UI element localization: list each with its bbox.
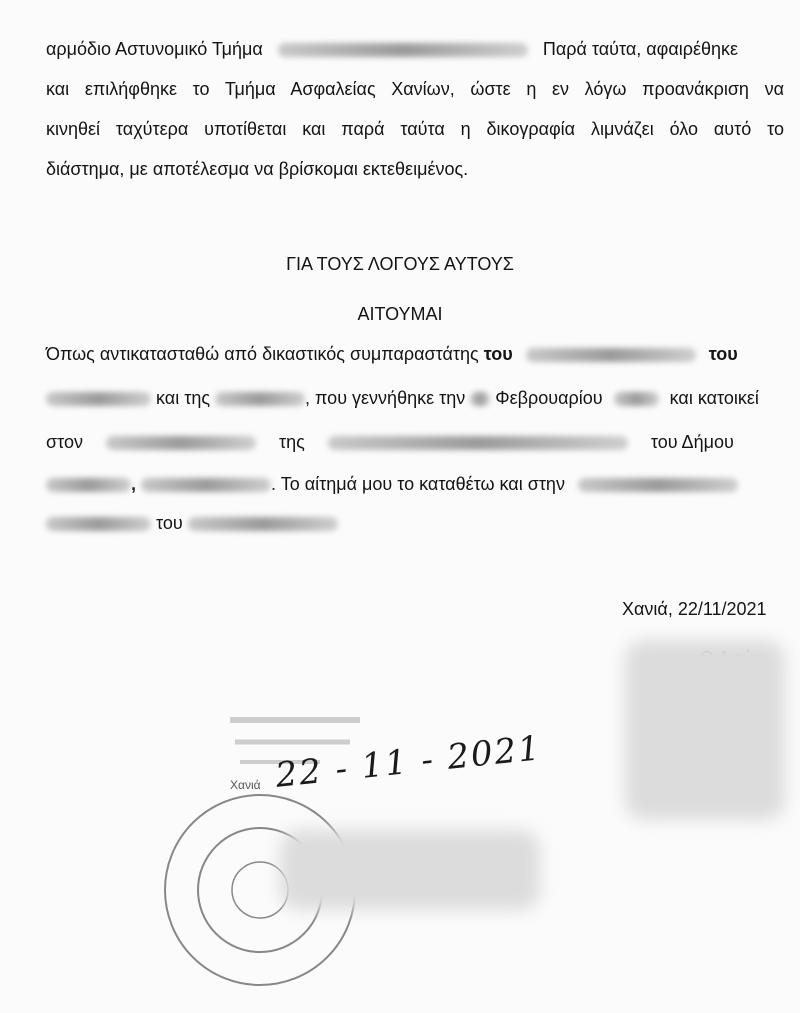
text: της	[279, 432, 305, 452]
stamp-city: Χανιά	[230, 778, 261, 792]
handwritten-date: 22 - 11 - 2021	[273, 728, 544, 796]
request-line	[46, 343, 796, 365]
redacted-text	[470, 392, 490, 406]
text: ,	[131, 474, 137, 494]
text: , που γεννήθηκε την	[305, 388, 466, 408]
redacted-signature	[625, 640, 785, 820]
text: του	[708, 344, 738, 364]
request-heading: ΑΙΤΟΥΜΑΙ	[357, 304, 443, 324]
section-heading: ΓΙΑ ΤΟΥΣ ΛΟΓΟΥΣ ΑΥΤΟΥΣ	[286, 254, 514, 274]
text: και κατοικεί	[669, 388, 759, 408]
request-line	[46, 387, 796, 409]
text: Παρά ταύτα, αφαιρέθηκε	[542, 39, 739, 59]
redacted-text	[106, 436, 256, 450]
place-date: Χανιά, 22/11/2021	[622, 599, 767, 619]
redacted-text	[614, 392, 659, 406]
request-line	[46, 431, 796, 453]
text: του	[156, 513, 183, 533]
redacted-text	[578, 478, 738, 492]
redacted-text	[46, 478, 131, 492]
text: . Το αίτημά μου το καταθέτω και στην	[271, 474, 565, 494]
text: του Δήμου	[650, 432, 734, 452]
paragraph-line	[46, 38, 796, 60]
text: του	[483, 344, 513, 364]
text: και της	[156, 388, 210, 408]
redacted-text	[188, 517, 338, 531]
redacted-text	[526, 348, 696, 362]
paragraph-line: και επιλήφθηκε το Τμήμα Ασφαλείας Χανίων, ώστε η εν λόγω προανάκριση να	[46, 79, 784, 99]
stamp-area	[150, 700, 570, 1008]
text: Φεβρουαρίου	[495, 388, 603, 408]
redacted-text	[328, 436, 628, 450]
redacted-text	[215, 392, 305, 406]
redacted-text	[46, 392, 151, 406]
redacted-area	[280, 830, 540, 910]
paragraph-line: κινηθεί ταχύτερα υποτίθεται και παρά ταύτα η δικογραφία λιμνάζει όλο αυτό το	[46, 119, 784, 139]
paragraph-line: διάστημα, με αποτέλεσμα να βρίσκομαι εκτεθειμένος.	[46, 159, 469, 179]
request-line	[46, 473, 796, 495]
request-line	[46, 512, 796, 534]
redacted-text	[46, 517, 151, 531]
text: Όπως αντικατασταθώ από δικαστικός συμπαραστάτης	[46, 344, 479, 364]
text: αρμόδιο Αστυνομικό Τμήμα	[46, 39, 263, 59]
redacted-text	[278, 43, 528, 57]
redacted-text	[141, 478, 271, 492]
text: στον	[46, 432, 83, 452]
